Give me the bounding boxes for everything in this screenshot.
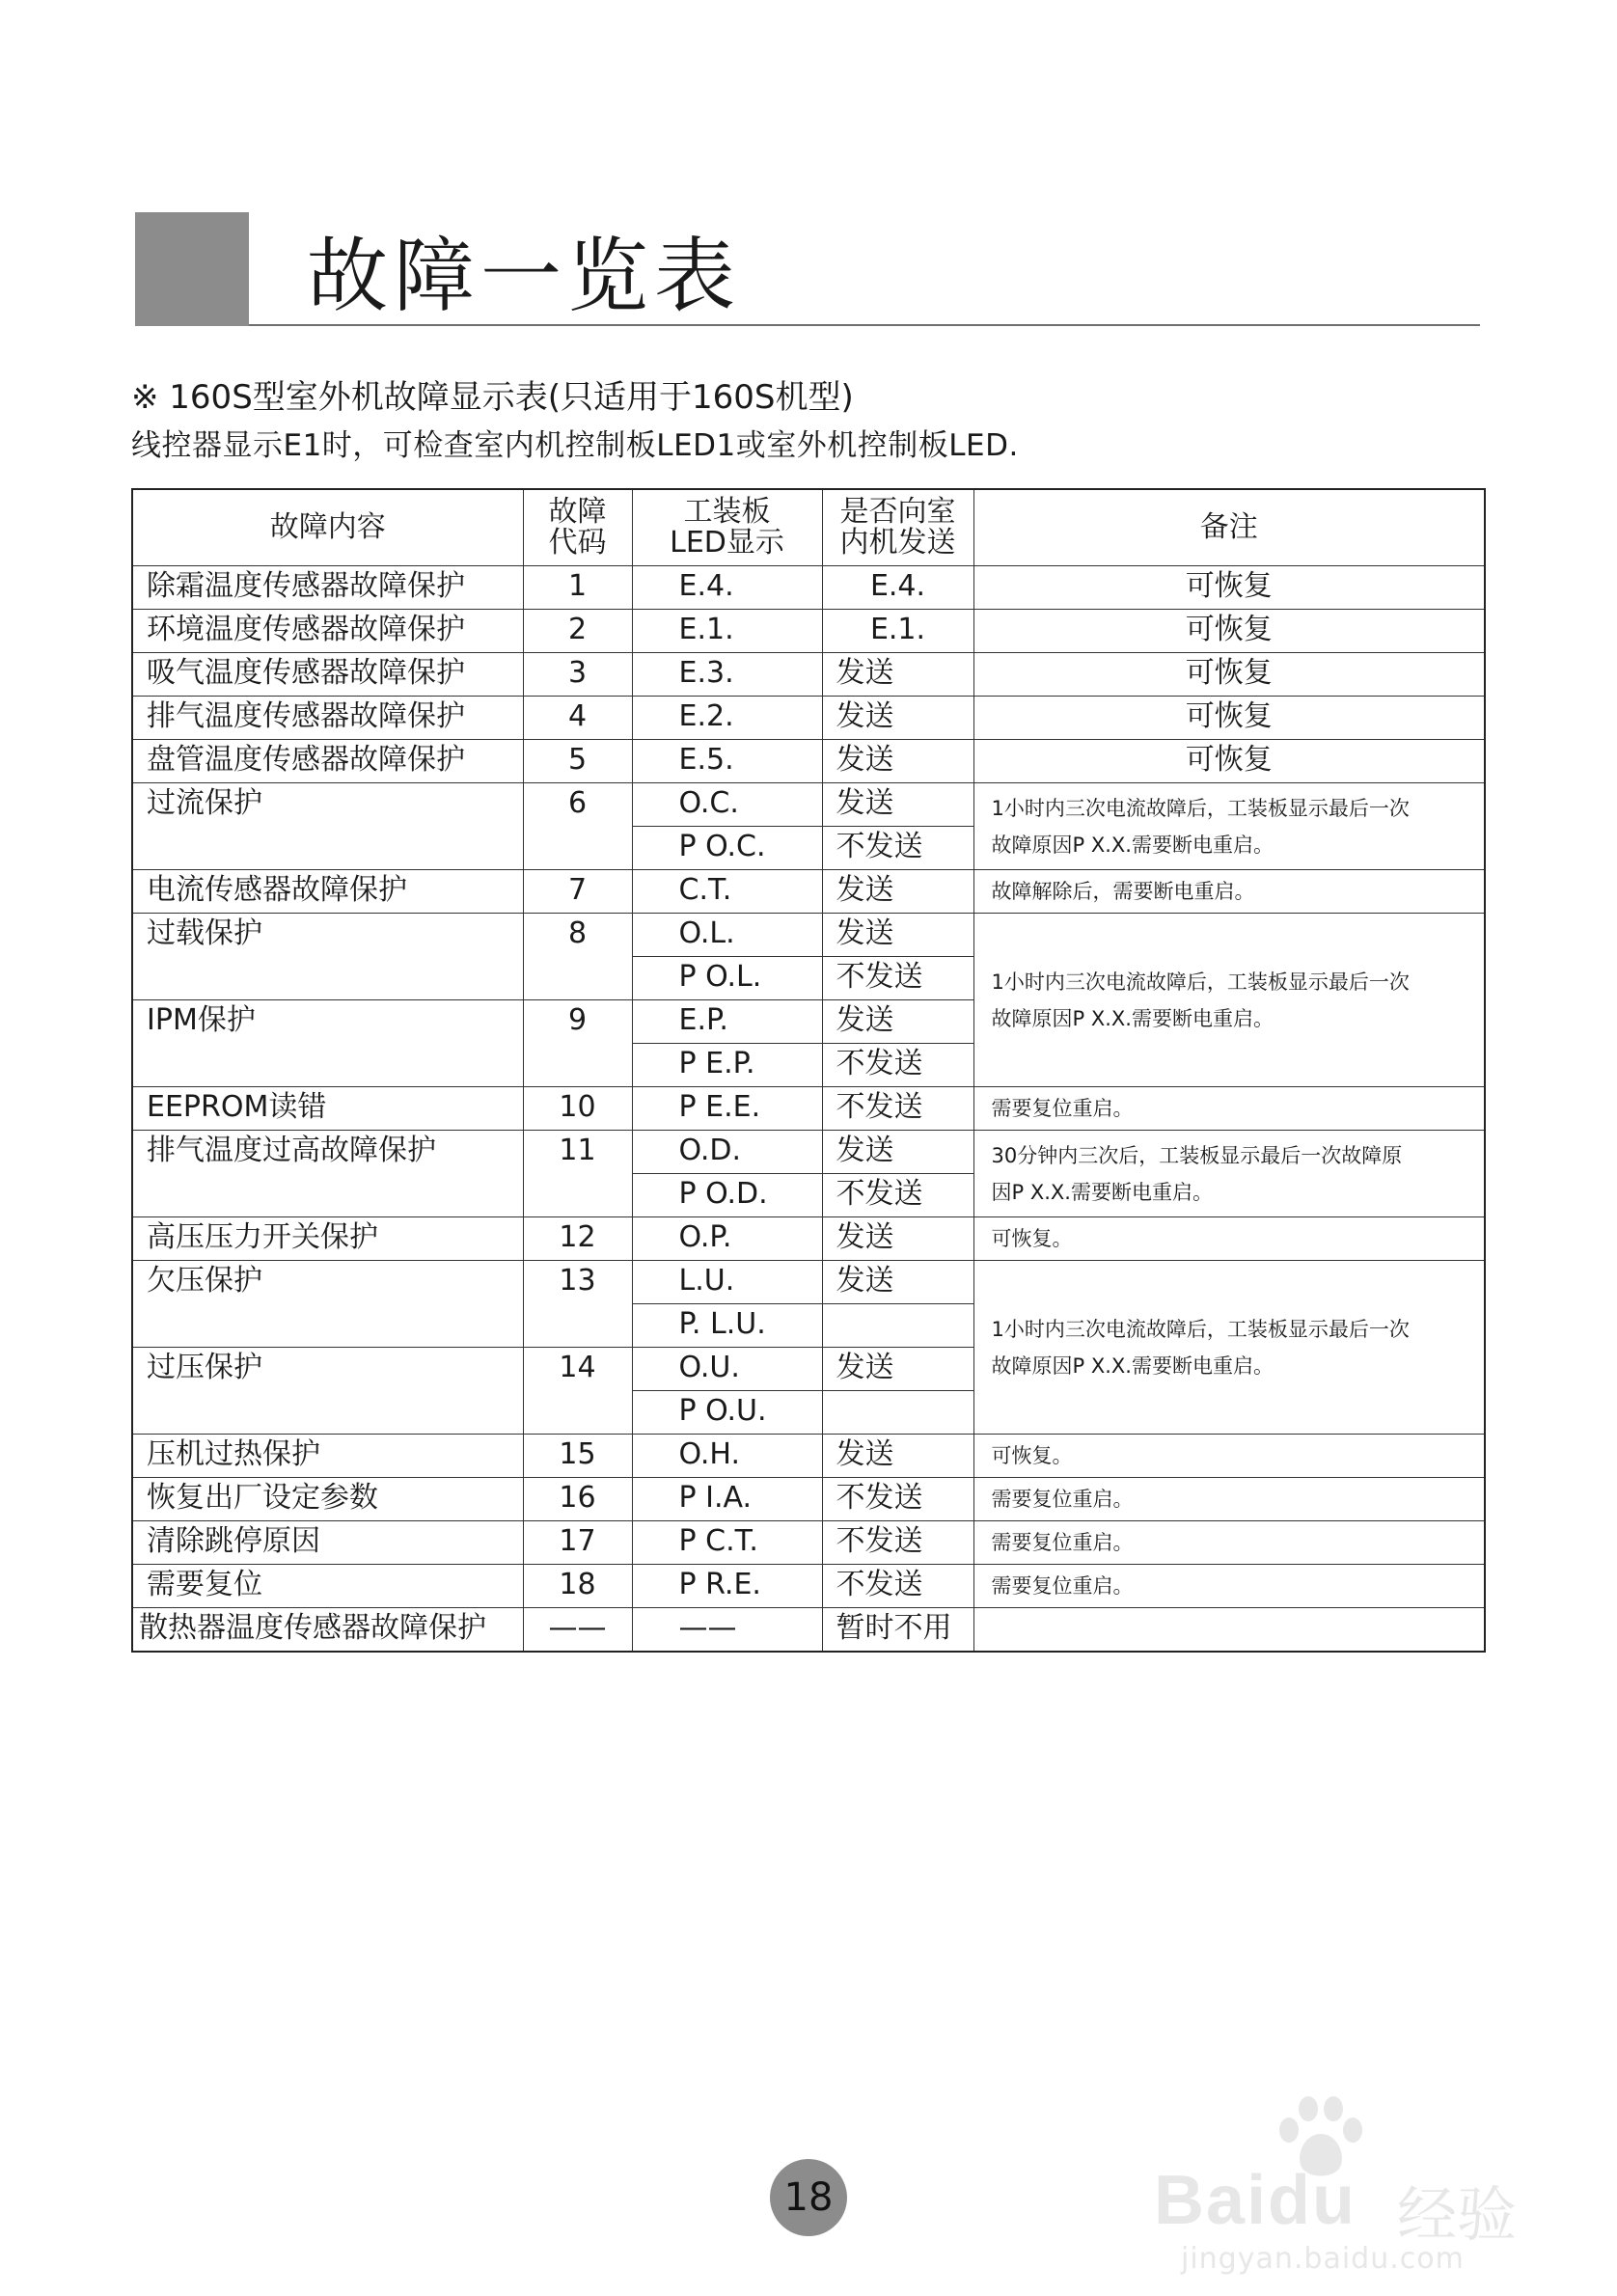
send-status: 发送 [822, 1000, 973, 1044]
table-row [132, 1131, 1485, 1174]
led-display: E.2. [632, 697, 822, 740]
send-status: E.4. [822, 566, 973, 610]
table-header-row [132, 489, 1485, 566]
led-display-alt: P. L.U. [632, 1304, 822, 1348]
send-status: 发送 [822, 1131, 973, 1174]
fault-code: 8 [523, 914, 632, 1000]
send-status: 发送 [822, 1217, 973, 1261]
fault-note-line1: 1小时内三次电流故障后，工装板显示最后一次 [991, 796, 1410, 820]
led-display: O.D. [632, 1131, 822, 1174]
page-number: 18 [770, 2159, 847, 2236]
fault-name: 吸气温度传感器故障保护 [132, 653, 523, 697]
table-row [132, 1435, 1485, 1478]
led-display-alt: P O.D. [632, 1174, 822, 1217]
fault-name: 除霜温度传感器故障保护 [132, 566, 523, 610]
fault-note: 可恢复。 [973, 1217, 1485, 1261]
fault-note: 可恢复 [973, 653, 1485, 697]
fault-note: 可恢复 [973, 697, 1485, 740]
fault-code: 4 [523, 697, 632, 740]
fault-note: 需要复位重启。 [973, 1087, 1485, 1131]
led-display: O.L. [632, 914, 822, 957]
led-display-alt: P O.U. [632, 1391, 822, 1435]
fault-code: 13 [523, 1261, 632, 1348]
send-status: 发送 [822, 914, 973, 957]
led-display-alt: P O.C. [632, 827, 822, 870]
header-content: 故障内容 [132, 489, 523, 566]
led-display: E.1. [632, 610, 822, 653]
fault-code: 6 [523, 783, 632, 870]
table-caption: ※ 160S型室外机故障显示表(只适用于160S机型) [131, 378, 854, 417]
fault-name: 散热器温度传感器故障保护 [132, 1608, 523, 1652]
table-row [132, 914, 1485, 957]
send-status-alt [822, 1304, 973, 1348]
table-row [132, 1478, 1485, 1521]
led-display: E.3. [632, 653, 822, 697]
fault-note: 需要复位重启。 [973, 1478, 1485, 1521]
fault-note-line2: 故障原因P X.X.需要断电重启。 [991, 1006, 1274, 1030]
led-display: L.U. [632, 1261, 822, 1304]
fault-name: 排气温度传感器故障保护 [132, 697, 523, 740]
header-send-line2: 内机发送 [839, 526, 956, 560]
watermark-brand-a: Bai [1154, 2162, 1269, 2239]
table-row [132, 610, 1485, 653]
fault-code: 10 [523, 1087, 632, 1131]
fault-note [973, 914, 1485, 1087]
fault-code: 15 [523, 1435, 632, 1478]
fault-code: 17 [523, 1521, 632, 1565]
fault-note-line1: 1小时内三次电流故障后，工装板显示最后一次 [991, 1317, 1410, 1341]
fault-note: 需要复位重启。 [973, 1565, 1485, 1608]
led-display: C.T. [632, 870, 822, 914]
send-status: 不发送 [822, 1565, 973, 1608]
fault-note: 可恢复。 [973, 1435, 1485, 1478]
header-led-line1: 工装板 [683, 495, 771, 529]
fault-note: 需要复位重启。 [973, 1521, 1485, 1565]
fault-name: 过流保护 [132, 783, 523, 870]
header-code-line1: 故障 [548, 495, 607, 529]
send-status-alt: 不发送 [822, 1174, 973, 1217]
led-display: O.C. [632, 783, 822, 827]
fault-name: 需要复位 [132, 1565, 523, 1608]
fault-note: 可恢复 [973, 610, 1485, 653]
watermark-brand [1154, 2161, 1357, 2240]
table-row [132, 740, 1485, 783]
title-underline [249, 324, 1480, 326]
send-status: 不发送 [822, 1087, 973, 1131]
fault-name: 环境温度传感器故障保护 [132, 610, 523, 653]
led-display: O.U. [632, 1348, 822, 1391]
fault-name: EEPROM读错 [132, 1087, 523, 1131]
led-display: P C.T. [632, 1521, 822, 1565]
table-row [132, 1521, 1485, 1565]
header-send-line1: 是否向室 [839, 495, 956, 529]
fault-note-line1: 30分钟内三次后，工装板显示最后一次故障原 [991, 1143, 1403, 1167]
header-code-line2: 代码 [548, 526, 607, 560]
header-led-line2: LED显示 [670, 526, 784, 560]
fault-note [973, 783, 1485, 870]
fault-code: 12 [523, 1217, 632, 1261]
fault-code: 14 [523, 1348, 632, 1435]
fault-code: —— [523, 1608, 632, 1652]
send-status-alt: 不发送 [822, 827, 973, 870]
led-display: O.P. [632, 1217, 822, 1261]
watermark-logo [1154, 2084, 1559, 2277]
table-row [132, 1261, 1485, 1304]
send-status: 发送 [822, 1261, 973, 1304]
fault-note [973, 1261, 1485, 1435]
fault-name: 高压压力开关保护 [132, 1217, 523, 1261]
led-display-alt: P O.L. [632, 957, 822, 1000]
send-status: 发送 [822, 870, 973, 914]
send-status: E.1. [822, 610, 973, 653]
fault-code: 2 [523, 610, 632, 653]
fault-name: 过载保护 [132, 914, 523, 1000]
fault-note-line2: 故障原因P X.X.需要断电重启。 [991, 833, 1274, 857]
fault-note-line2: 故障原因P X.X.需要断电重启。 [991, 1353, 1274, 1378]
table-row [132, 783, 1485, 827]
header-note: 备注 [973, 489, 1485, 566]
fault-name: 盘管温度传感器故障保护 [132, 740, 523, 783]
led-display: O.H. [632, 1435, 822, 1478]
fault-code: 16 [523, 1478, 632, 1521]
fault-code: 18 [523, 1565, 632, 1608]
fault-name: 过压保护 [132, 1348, 523, 1435]
send-status-alt [822, 1391, 973, 1435]
led-display: —— [632, 1608, 822, 1652]
watermark-brand-b: du [1268, 2162, 1357, 2239]
send-status-alt: 不发送 [822, 1044, 973, 1087]
fault-code: 11 [523, 1131, 632, 1217]
fault-name: 排气温度过高故障保护 [132, 1131, 523, 1217]
watermark-url: jingyan.baidu.com [1181, 2242, 1465, 2276]
led-display: P E.E. [632, 1087, 822, 1131]
fault-name: 恢复出厂设定参数 [132, 1478, 523, 1521]
table-row [132, 697, 1485, 740]
fault-note: 可恢复 [973, 740, 1485, 783]
fault-code: 7 [523, 870, 632, 914]
fault-name: IPM保护 [132, 1000, 523, 1087]
send-status: 不发送 [822, 1478, 973, 1521]
fault-note: 故障解除后，需要断电重启。 [973, 870, 1485, 914]
send-status-alt: 不发送 [822, 957, 973, 1000]
title-block [135, 212, 249, 326]
led-display: P R.E. [632, 1565, 822, 1608]
fault-note: 可恢复 [973, 566, 1485, 610]
page-title: 故障一览表 [307, 229, 742, 323]
table-row [132, 566, 1485, 610]
fault-name: 压机过热保护 [132, 1435, 523, 1478]
fault-code: 1 [523, 566, 632, 610]
send-status: 暂时不用 [822, 1608, 973, 1652]
watermark-brand-cn: 经验 [1397, 2179, 1518, 2250]
header-code [523, 489, 632, 566]
table-row [132, 1565, 1485, 1608]
led-display: E.P. [632, 1000, 822, 1044]
table-row [132, 1217, 1485, 1261]
fault-note-line2: 因P X.X.需要断电重启。 [991, 1180, 1213, 1204]
led-display: E.4. [632, 566, 822, 610]
fault-note-line1: 1小时内三次电流故障后，工装板显示最后一次 [991, 970, 1410, 994]
fault-note [973, 1131, 1485, 1217]
led-display: P I.A. [632, 1478, 822, 1521]
send-status: 发送 [822, 1435, 973, 1478]
fault-note [973, 1608, 1485, 1652]
fault-code: 5 [523, 740, 632, 783]
table-row [132, 653, 1485, 697]
led-display: E.5. [632, 740, 822, 783]
fault-code: 9 [523, 1000, 632, 1087]
send-status: 不发送 [822, 1521, 973, 1565]
table-row [132, 1087, 1485, 1131]
fault-name: 电流传感器故障保护 [132, 870, 523, 914]
table-row [132, 1608, 1485, 1652]
header-send [822, 489, 973, 566]
send-status: 发送 [822, 1348, 973, 1391]
header-led [632, 489, 822, 566]
fault-code: 3 [523, 653, 632, 697]
send-status: 发送 [822, 653, 973, 697]
fault-name: 清除跳停原因 [132, 1521, 523, 1565]
send-status: 发送 [822, 740, 973, 783]
table-note: 线控器显示E1时，可检查室内机控制板LED1或室外机控制板LED. [131, 428, 1019, 463]
led-display-alt: P E.P. [632, 1044, 822, 1087]
table-row [132, 870, 1485, 914]
fault-name: 欠压保护 [132, 1261, 523, 1348]
send-status: 发送 [822, 783, 973, 827]
fault-table [131, 488, 1486, 1653]
send-status: 发送 [822, 697, 973, 740]
